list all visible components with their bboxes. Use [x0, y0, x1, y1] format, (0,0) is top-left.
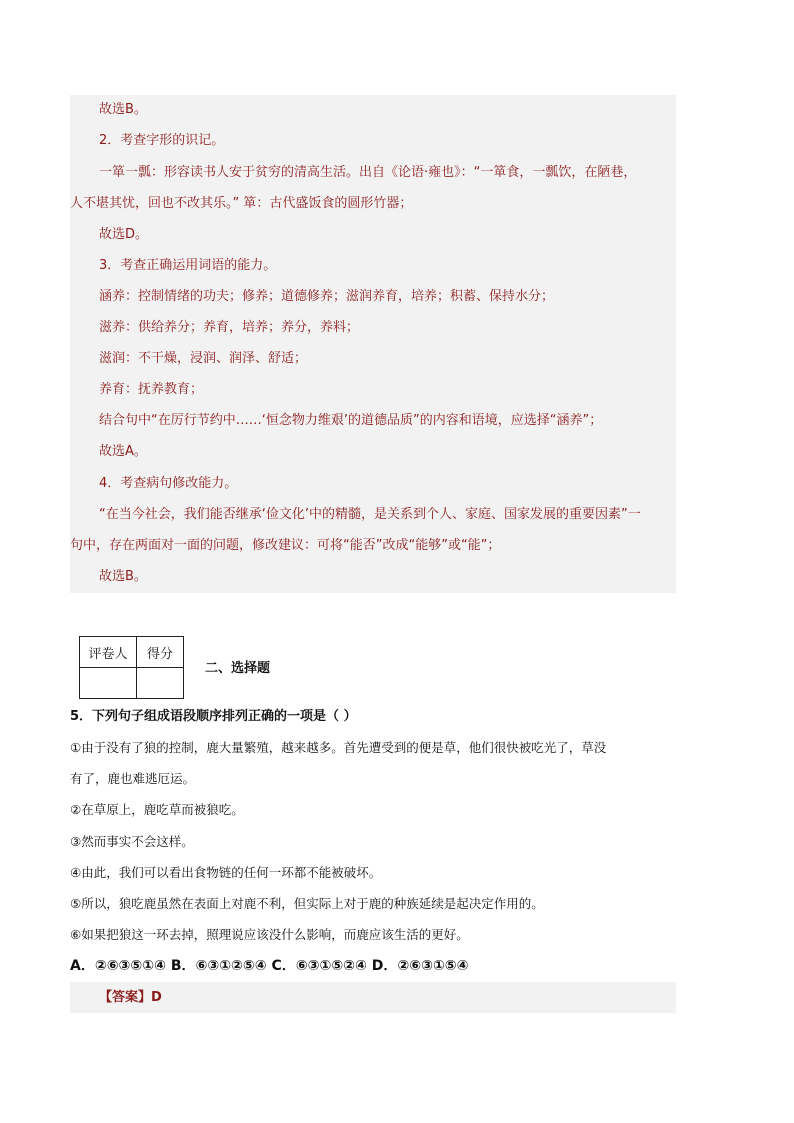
- answer-label: 【答案】: [99, 990, 152, 1005]
- score-table-header-grader: 评卷人: [80, 637, 137, 668]
- question-sentence: ③然而事实不会这样。: [70, 834, 194, 849]
- score-table-cell-score[interactable]: [137, 668, 184, 699]
- analysis-line: “在当今社会，我们能否继承‘俭文化’中的精髓，是关系到个人、家庭、国家发展的重要因素”一: [99, 507, 641, 522]
- score-table-header-score: 得分: [137, 637, 184, 668]
- question-options: A．②⑥③⑤①④ B．⑥③①②⑤④ C．⑥③①⑤②④ D．②⑥③①⑤④: [70, 958, 469, 974]
- question-sentence: ②在草原上，鹿吃草而被狼吃。: [70, 802, 244, 817]
- analysis-line: 人不堪其忧，回也不改其乐。” 箪：古代盛饭食的圆形竹器；: [70, 196, 413, 211]
- analysis-line: 滋润：不干燥，浸润、润泽、舒适；: [99, 351, 308, 366]
- analysis-line: 故选A。: [99, 444, 147, 459]
- analysis-line: 结合句中“在厉行节约中……‘恒念物力维艰’的道德品质”的内容和语境，应选择“涵养”；: [99, 413, 603, 428]
- question-sentence: 有了，鹿也难逃厄运。: [70, 771, 196, 786]
- question-sentence: ⑥如果把狼这一环去掉，照理说应该没什么影响，而鹿应该生活的更好。: [70, 927, 469, 942]
- question-sentence: ①由于没有了狼的控制，鹿大量繁殖，越来越多。首先遭受到的便是草，他们很快被吃光了，草没: [70, 740, 607, 755]
- section-title: 二、选择题: [205, 661, 271, 676]
- analysis-line: 故选B。: [99, 569, 147, 584]
- answer-value: D: [151, 990, 162, 1005]
- question-stem: 5．下列句子组成语段顺序排列正确的一项是（ ）: [70, 709, 357, 724]
- analysis-line: 故选D。: [99, 227, 149, 242]
- analysis-line: 滋养：供给养分；养育，培养；养分，养料；: [99, 320, 360, 335]
- analysis-line: 涵养：控制情绪的功夫；修养；道德修养；滋润养育，培养；积蓄、保持水分；: [99, 289, 555, 304]
- answer-line: [99, 988, 162, 1008]
- analysis-line: 句中，存在两面对一面的问题，修改建议：可将“能否”改成“能够”或“能”；: [70, 538, 501, 553]
- analysis-heading: 3．考查正确运用词语的能力。: [99, 258, 277, 273]
- analysis-line: 养育：抚养教育；: [99, 382, 204, 397]
- score-table: [79, 636, 184, 699]
- analysis-line: 故选B。: [99, 102, 147, 117]
- analysis-heading: 2．考查字形的识记。: [99, 133, 225, 148]
- score-table-cell-grader[interactable]: [80, 668, 137, 699]
- analysis-heading: 4．考查病句修改能力。: [99, 476, 238, 491]
- question-sentence: ④由此，我们可以看出食物链的任何一环都不能被破坏。: [70, 865, 382, 880]
- question-sentence: ⑤所以，狼吃鹿虽然在表面上对鹿不利，但实际上对于鹿的种族延续是起决定作用的。: [70, 896, 544, 911]
- analysis-line: 一箪一瓢：形容读书人安于贫穷的清高生活。出自《论语·雍也》：“一箪食，一瓢饮，在陋巷，: [99, 165, 637, 180]
